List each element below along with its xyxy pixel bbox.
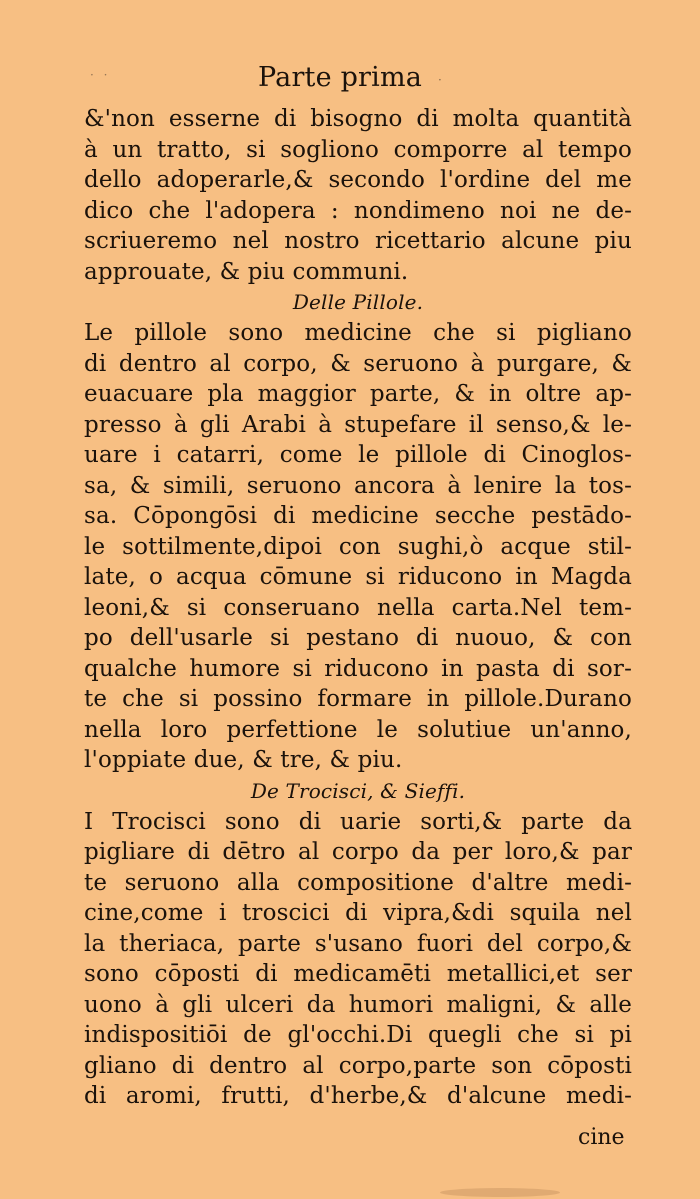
text-line: presso à gli Arabi à stupefare il senso,& le- — [84, 411, 632, 438]
text-line: sa, & simili, seruono ancora à lenire la tos- — [84, 472, 632, 499]
text-block — [84, 104, 632, 1112]
text-line: euacuare pla maggior parte, & in oltre ap- — [84, 381, 632, 407]
text-line: &'non esserne di bisogno di molta quantità — [84, 106, 632, 132]
text-line: te seruono alla compositione d'altre medi- — [84, 869, 632, 896]
text-line: dello adoperarle,& secondo l'ordine del me — [84, 167, 632, 193]
page-edge-shadow — [440, 1188, 560, 1197]
text-line: late, o acqua cōmune si riducono in Magda — [84, 564, 632, 590]
section-heading: Delle Pillole. — [292, 290, 424, 314]
text-line: le sottilmente,dipoi con sughi,ò acque stil- — [84, 533, 632, 560]
text-line: cine,come i troscici di vipra,&di squila nel — [84, 900, 632, 926]
text-line: gliano di dentro al corpo,parte son cōposti — [84, 1052, 632, 1079]
text-line: approuate, & piu communi. — [84, 258, 409, 285]
text-line: leoni,& si conseruano nella carta.Nel tem- — [84, 594, 632, 621]
text-line: scriueremo nel nostro ricettario alcune piu — [84, 228, 632, 254]
text-line: indispositiōi de gl'occhi.Di quegli che si pi — [84, 1022, 632, 1048]
text-line: qualche humore si riducono in pasta di sor- — [84, 655, 632, 682]
text-line: Le pillole sono medicine che si pigliano — [84, 320, 632, 346]
text-line: uono à gli ulceri da humori maligni, & alle — [84, 991, 632, 1018]
text-line: l'oppiate due, & tre, & piu. — [84, 747, 403, 773]
text-line: la theriaca, parte s'usano fuori del corpo,& — [84, 930, 632, 957]
text-line: di dentro al corpo, & seruono à purgare, & — [84, 350, 632, 377]
text-line: I Trocisci sono di uarie sorti,& parte da — [84, 808, 632, 835]
ink-smudge-mark: · — [438, 73, 442, 87]
section-heading: De Trocisci, & Sieffi. — [250, 778, 466, 803]
ink-smudge-mark: · · — [90, 68, 111, 82]
text-line: nella loro perfettione le solutiue un'anno, — [84, 716, 632, 743]
text-line: po dell'usarle si pestano di nuouo, & con — [84, 625, 632, 651]
text-line: à un tratto, si sogliono comporre al tempo — [84, 136, 632, 163]
text-line: di aromi, frutti, d'herbe,& d'alcune medi- — [84, 1083, 632, 1109]
catchword: cine — [578, 1125, 625, 1150]
text-line: sono cōposti di medicamēti metallici,et ser — [84, 961, 632, 987]
text-line: sa. Cōpongōsi di medicine secche pestādo- — [84, 503, 632, 529]
text-line: dico che l'adopera : nondimeno noi ne de- — [84, 197, 632, 224]
text-line: uare i catarri, come le pillole di Cinoglos- — [84, 442, 632, 468]
text-line: pigliare di dētro al corpo da per loro,& par — [84, 839, 632, 865]
running-head: Parte prima — [258, 62, 423, 93]
text-line: te che si possino formare in pillole.Durano — [84, 686, 632, 712]
